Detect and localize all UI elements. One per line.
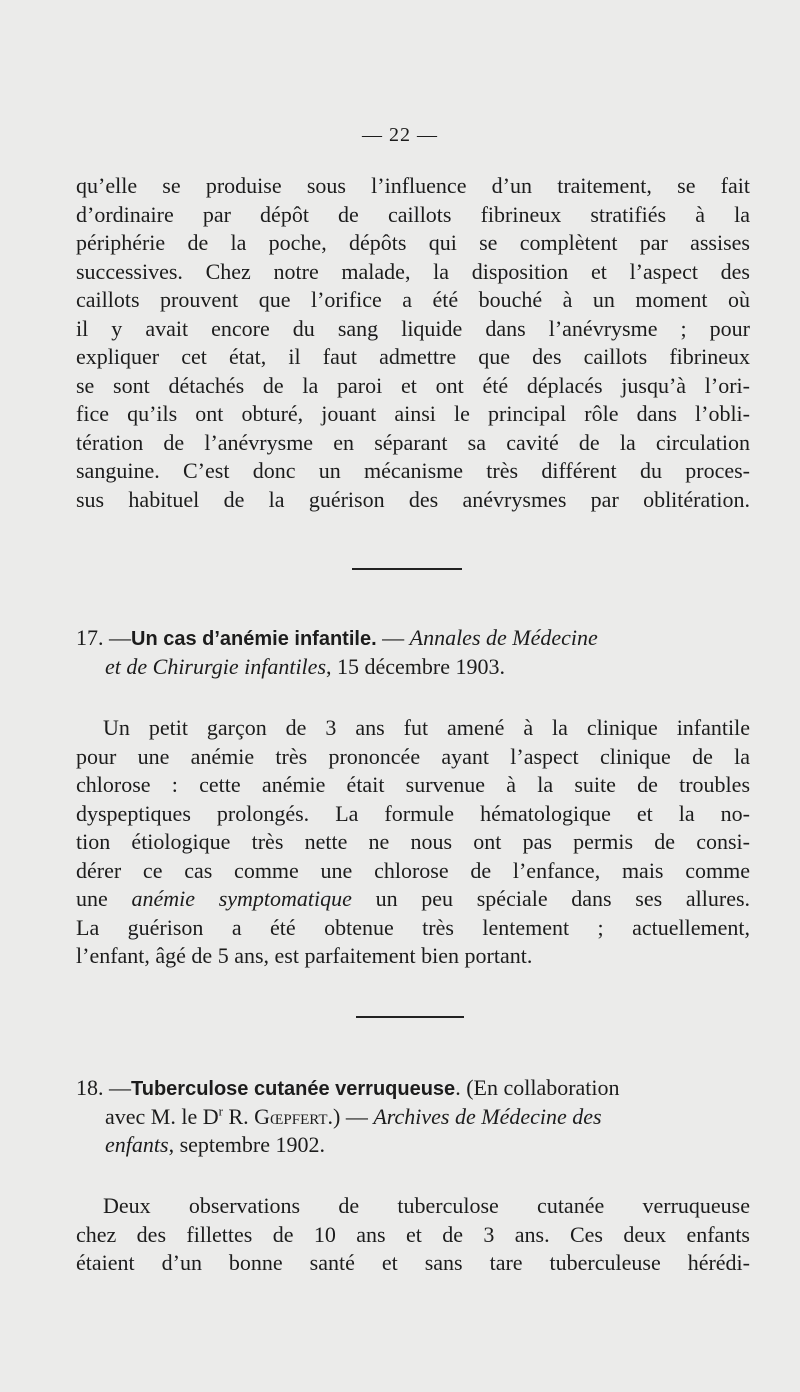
text-line: il y avait encore du sang liquide dans l’anévrysme ; pour [76,315,750,341]
emphasis: anémie symptomatique [131,886,352,911]
text-line: Deux observations de tuberculose cutanée verruqueuse [103,1193,750,1218]
text-line: La guérison a été obtenue très lentement ; actuellement, [76,914,750,940]
journal-name-cont: et de Chirurgie infantiles [105,654,326,679]
text-line: d’ordinaire par dépôt de caillots fibrineux stratifiés à la [76,201,750,227]
journal-name-cont: enfants [105,1132,169,1157]
text-line: étaient d’un bonne santé et sans tare tuberculeuse hérédi- [76,1250,750,1275]
entry-number: 18. [76,1075,104,1100]
text-line: l’enfant, âgé de 5 ans, est parfaitement bien portant. [76,943,533,968]
text-line: fice qu’ils ont obturé, jouant ainsi le principal rôle dans l’obli- [76,401,750,426]
text-line: chez des fillettes de 10 ans et de 3 ans. Ces deux enfants [76,1221,750,1247]
entry-18-heading: 18. —Tuberculose cutanée verruqueuse. (En collaboration avec M. le $D^r$ R. Gœpfert.) — Archives de Médecine des enfants, septembre 1902. [76,1075,620,1157]
entry-18-body [76,1192,750,1278]
entry-note: . (En collaboration [455,1075,620,1100]
publication-date: , 15 décembre 1903. [326,654,505,679]
collaborator-name: Gœpfert [254,1104,328,1129]
journal-name: Annales de Médecine [409,625,598,650]
entry-title: Un cas d’anémie infantile. [131,628,377,650]
collaborator-prefix: avec M. le D [105,1104,219,1129]
text-line: caillots prouvent que l’orifice a été bouché à un moment où [76,287,750,312]
entry-17-heading [76,624,750,681]
text-line: sanguine. C’est donc un mécanisme très différent du proces- [76,458,750,483]
text-line: sus habituel de la guérison des anévrysmes par oblitération. [76,486,750,512]
text-line: tion étiologique très nette ne nous ont pas permis de consi- [76,829,750,854]
text-line: dérer ce cas comme une chlorose de l’enfance, mais comme [76,857,750,883]
text-line: se sont détachés de la paroi et ont été déplacés jusqu’à l’ori- [76,372,750,398]
text-line: pour une anémie très prononcée ayant l’aspect clinique de la [76,743,750,769]
text-line: chlorose : cette anémie était survenue à la suite de troubles [76,772,750,797]
continuation-paragraph [76,172,750,514]
entry-title: Tuberculose cutanée verruqueuse [131,1078,456,1100]
text-line: qu’elle se produise sous l’influence d’un traitement, se fait [76,173,750,198]
entry-dash: — [103,625,131,650]
page-number: — 22 — [362,124,438,146]
entry-separator: — [376,625,410,650]
entry-dash: — [103,1075,131,1100]
text-line: successives. Chez notre malade, la disposition et l’aspect des [76,258,750,284]
publication-date: , septembre 1902. [168,1132,325,1157]
text-line: périphérie de la poche, dépôts qui se complètent par assises [76,230,750,255]
text-line: Un petit garçon de 3 ans fut amené à la clinique infantile [103,715,750,740]
entry-number: 17. [76,625,104,650]
text-line: une anémie symptomatique un peu spéciale dans ses allures. [76,886,751,911]
journal-name: Archives de Médecine des [373,1104,602,1129]
text-line: tération de l’anévrysme en séparant sa cavité de la circulation [76,429,750,455]
text-line: dyspeptiques prolongés. La formule hématologique et la no- [76,800,750,826]
entry-17-body [76,714,750,971]
section-divider [356,1016,464,1018]
section-divider [352,568,462,570]
text-line: expliquer cet état, il faut admettre que des caillots fibrineux [76,344,750,369]
